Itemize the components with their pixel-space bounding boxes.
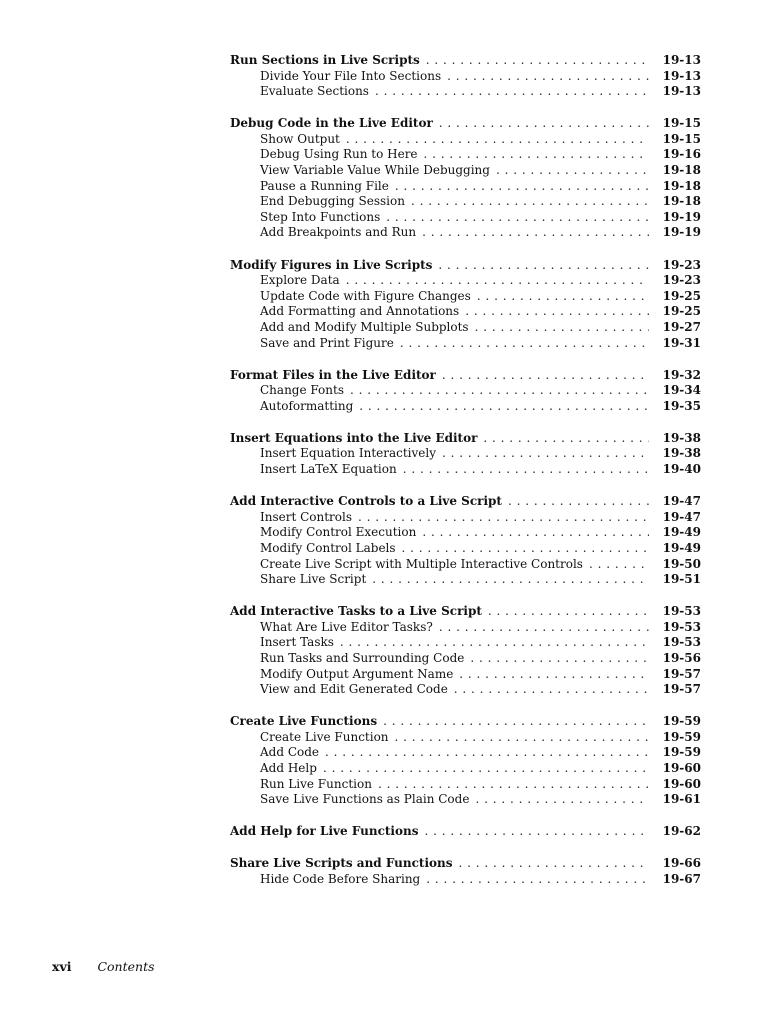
toc-subentry-title: Create Live Function	[260, 729, 389, 744]
footer-label: Contents	[97, 959, 155, 974]
toc-subentry-title: Modify Output Argument Name	[260, 666, 454, 681]
toc-subentry-title: Run Live Function	[260, 776, 372, 791]
toc-subentry-title: Explore Data	[260, 273, 340, 288]
toc-subentry-title: View Variable Value While Debugging	[260, 163, 490, 178]
dot-leader	[488, 604, 649, 620]
toc-subentry[interactable]	[230, 525, 701, 541]
dot-leader	[346, 273, 649, 289]
toc-subentry[interactable]	[230, 446, 701, 462]
toc-section	[230, 116, 701, 241]
page-footer	[52, 959, 155, 974]
toc-subentry-title: Hide Code Before Sharing	[260, 872, 421, 887]
toc-subentry-page: 19-53	[662, 619, 701, 634]
toc-section	[230, 714, 701, 808]
toc-subentry[interactable]	[230, 541, 701, 557]
toc-subentry-title: Save Live Functions as Plain Code	[260, 792, 470, 807]
toc-subentry-page: 19-47	[662, 509, 701, 524]
dot-leader	[411, 194, 649, 210]
toc-subentry-title: What Are Live Editor Tasks?	[260, 619, 433, 634]
toc-entry-page: 19-53	[662, 604, 701, 619]
dot-leader	[383, 714, 649, 730]
toc-entry-page: 19-47	[662, 494, 701, 509]
toc-entry-title: Run Sections in Live Scripts	[230, 53, 420, 67]
toc-subentry-title: Add Formatting and Annotations	[260, 304, 460, 319]
toc-entry-page: 19-15	[662, 116, 701, 131]
dot-leader	[403, 462, 649, 478]
dot-leader	[426, 872, 649, 888]
toc-entry-page: 19-38	[662, 430, 701, 445]
toc-subentry[interactable]	[230, 194, 701, 210]
toc-entry[interactable]	[230, 494, 701, 510]
toc-subentry-page: 19-35	[662, 398, 701, 413]
toc-entry-page: 19-66	[662, 856, 701, 871]
toc-subentry-page: 19-57	[662, 666, 701, 681]
toc-subentry-page: 19-34	[662, 383, 701, 398]
toc-subentry-title: Add Code	[260, 745, 320, 760]
toc-subentry-title: Show Output	[260, 131, 340, 146]
toc-subentry-page: 19-13	[662, 84, 701, 99]
toc-subentry[interactable]	[230, 572, 701, 588]
dot-leader	[375, 84, 649, 100]
toc-subentry-page: 19-50	[662, 556, 701, 571]
toc-entry-title: Create Live Functions	[230, 714, 378, 729]
toc-subentry[interactable]	[230, 289, 701, 305]
toc-section	[230, 856, 701, 887]
toc-subentry-title: View and Edit Generated Code	[260, 682, 448, 697]
toc-subentry[interactable]	[230, 761, 701, 777]
toc-entry-page: 19-32	[662, 367, 701, 382]
toc-entry-title: Insert Equations into the Live Editor	[230, 430, 478, 445]
toc-subentry-title: Update Code with Figure Changes	[260, 288, 471, 303]
toc-entry-title: Modify Figures in Live Scripts	[230, 257, 433, 272]
toc-subentry-page: 19-23	[662, 273, 701, 288]
toc-subentry-title: Add and Modify Multiple Subplots	[260, 319, 469, 334]
toc-subentry-page: 19-18	[662, 163, 701, 178]
toc-entry-title: Format Files in the Live Editor	[230, 367, 436, 382]
toc-subentry-title: Add Help	[260, 761, 317, 776]
dot-leader	[422, 225, 649, 241]
toc-entry[interactable]	[230, 53, 701, 69]
toc-subentry-page: 19-61	[662, 792, 701, 807]
dot-leader	[325, 745, 649, 761]
toc-subentry[interactable]	[230, 147, 701, 163]
toc-subentry-page: 19-49	[662, 525, 701, 540]
dot-leader	[477, 289, 649, 305]
dot-leader	[454, 682, 649, 698]
toc-subentry-title: Debug Using Run to Here	[260, 147, 418, 162]
toc-subentry-page: 19-16	[662, 147, 701, 162]
dot-leader	[424, 824, 649, 840]
toc-subentry[interactable]	[230, 667, 701, 683]
toc-entry-title: Debug Code in the Live Editor	[230, 116, 433, 131]
dot-leader	[475, 320, 649, 336]
dot-leader	[424, 147, 649, 163]
toc-subentry[interactable]	[230, 383, 701, 399]
toc-entry-page: 19-13	[662, 53, 701, 67]
toc-subentry-title: End Debugging Session	[260, 194, 405, 209]
toc-subentry-page: 19-60	[662, 761, 701, 776]
dot-leader	[350, 383, 649, 399]
toc-subentry-page: 19-19	[662, 225, 701, 240]
toc-subentry-title: Insert LaTeX Equation	[260, 462, 397, 477]
toc-entry-title: Add Help for Live Functions	[230, 824, 419, 839]
toc-subentry[interactable]	[230, 557, 701, 573]
toc-subentry-title: Insert Tasks	[260, 635, 334, 650]
dot-leader	[372, 572, 649, 588]
toc-subentry[interactable]	[230, 777, 701, 793]
toc-entry[interactable]	[230, 431, 701, 447]
toc-subentry[interactable]	[230, 273, 701, 289]
toc-section	[230, 368, 701, 415]
toc-subentry-page: 19-40	[662, 462, 701, 477]
toc-subentry[interactable]	[230, 745, 701, 761]
dot-leader	[459, 667, 649, 683]
dot-leader	[378, 777, 649, 793]
toc-subentry-page: 19-19	[662, 209, 701, 224]
dot-leader	[508, 494, 649, 510]
toc-subentry[interactable]	[230, 69, 701, 85]
dot-leader	[358, 510, 649, 526]
toc-subentry-page: 19-49	[662, 540, 701, 555]
dot-leader	[438, 258, 649, 274]
toc-subentry[interactable]	[230, 132, 701, 148]
toc-subentry-page: 19-25	[662, 304, 701, 319]
toc-subentry[interactable]	[230, 510, 701, 526]
toc-subentry-page: 19-38	[662, 446, 701, 461]
dot-leader	[346, 132, 649, 148]
toc-subentry-title: Modify Control Labels	[260, 540, 396, 555]
toc-subentry-page: 19-18	[662, 178, 701, 193]
toc-entry-title: Share Live Scripts and Functions	[230, 856, 453, 871]
toc-section	[230, 258, 701, 352]
dot-leader	[426, 53, 649, 69]
toc-section	[230, 604, 701, 698]
toc-subentry-title: Create Live Script with Multiple Interactive Controls	[260, 556, 583, 571]
toc-subentry-page: 19-59	[662, 745, 701, 760]
dot-leader	[470, 651, 649, 667]
table-of-contents	[230, 53, 701, 904]
dot-leader	[439, 116, 649, 132]
toc-subentry[interactable]	[230, 462, 701, 478]
footer-page-number: xvi	[52, 959, 72, 974]
dot-leader	[386, 210, 649, 226]
toc-subentry-title: Share Live Script	[260, 572, 367, 587]
toc-subentry-title: Modify Control Execution	[260, 525, 417, 540]
toc-entry[interactable]	[230, 856, 701, 872]
toc-subentry[interactable]	[230, 320, 701, 336]
toc-subentry[interactable]	[230, 399, 701, 415]
toc-subentry-page: 19-15	[662, 131, 701, 146]
toc-subentry[interactable]	[230, 163, 701, 179]
toc-subentry[interactable]	[230, 84, 701, 100]
toc-entry-page: 19-23	[662, 257, 701, 272]
dot-leader	[496, 163, 649, 179]
toc-subentry-page: 19-18	[662, 194, 701, 209]
toc-subentry-page: 19-13	[662, 68, 701, 83]
dot-leader	[483, 431, 649, 447]
dot-leader	[340, 635, 649, 651]
toc-subentry-title: Save and Print Figure	[260, 335, 394, 350]
dot-leader	[400, 336, 649, 352]
toc-subentry-title: Insert Controls	[260, 509, 353, 524]
dot-leader	[359, 399, 649, 415]
toc-entry-title: Add Interactive Tasks to a Live Script	[230, 604, 482, 619]
toc-entry[interactable]	[230, 368, 701, 384]
toc-subentry-page: 19-59	[662, 729, 701, 744]
toc-subentry-title: Change Fonts	[260, 383, 344, 398]
dot-leader	[442, 446, 649, 462]
toc-subentry-page: 19-27	[662, 319, 701, 334]
dot-leader	[439, 620, 649, 636]
toc-subentry[interactable]	[230, 872, 701, 888]
toc-subentry-page: 19-51	[662, 572, 701, 587]
toc-subentry-page: 19-57	[662, 682, 701, 697]
toc-entry[interactable]	[230, 116, 701, 132]
dot-leader	[395, 179, 649, 195]
toc-subentry-page: 19-53	[662, 635, 701, 650]
dot-leader	[422, 525, 649, 541]
dot-leader	[447, 69, 649, 85]
dot-leader	[475, 792, 649, 808]
toc-entry[interactable]	[230, 258, 701, 274]
toc-entry-page: 19-59	[662, 714, 701, 729]
dot-leader	[465, 304, 649, 320]
toc-section	[230, 494, 701, 588]
toc-entry[interactable]	[230, 714, 701, 730]
toc-section	[230, 53, 701, 100]
toc-subentry-title: Pause a Running File	[260, 178, 389, 193]
toc-subentry-title: Insert Equation Interactively	[260, 446, 437, 461]
toc-entry-page: 19-62	[662, 824, 701, 839]
toc-entry[interactable]	[230, 604, 701, 620]
toc-subentry-title: Autoformatting	[260, 398, 354, 413]
toc-subentry[interactable]	[230, 225, 701, 241]
toc-subentry-page: 19-56	[662, 651, 701, 665]
toc-subentry-page: 19-67	[662, 872, 701, 887]
toc-subentry[interactable]	[230, 651, 701, 667]
toc-subentry[interactable]	[230, 620, 701, 636]
toc-subentry[interactable]	[230, 635, 701, 651]
toc-subentry[interactable]	[230, 336, 701, 352]
toc-subentry-title: Evaluate Sections	[260, 84, 369, 99]
toc-subentry-title: Divide Your File Into Sections	[260, 68, 442, 83]
toc-section	[230, 824, 701, 840]
toc-subentry-page: 19-25	[662, 288, 701, 303]
dot-leader	[323, 761, 649, 777]
dot-leader	[442, 368, 649, 384]
toc-subentry-title: Add Breakpoints and Run	[260, 225, 417, 240]
toc-subentry[interactable]	[230, 210, 701, 226]
toc-subentry[interactable]	[230, 682, 701, 698]
dot-leader	[589, 557, 649, 573]
toc-subentry[interactable]	[230, 304, 701, 320]
toc-subentry[interactable]	[230, 730, 701, 746]
toc-subentry[interactable]	[230, 792, 701, 808]
dot-leader	[395, 730, 649, 746]
toc-entry-title: Add Interactive Controls to a Live Script	[230, 494, 502, 509]
dot-leader	[459, 856, 649, 872]
toc-subentry[interactable]	[230, 179, 701, 195]
toc-entry[interactable]	[230, 824, 701, 840]
toc-section	[230, 431, 701, 478]
dot-leader	[402, 541, 649, 557]
toc-subentry-title: Step Into Functions	[260, 209, 381, 224]
toc-subentry-page: 19-31	[662, 335, 701, 350]
toc-subentry-title: Run Tasks and Surrounding Code	[260, 651, 465, 665]
toc-subentry-page: 19-60	[662, 776, 701, 791]
